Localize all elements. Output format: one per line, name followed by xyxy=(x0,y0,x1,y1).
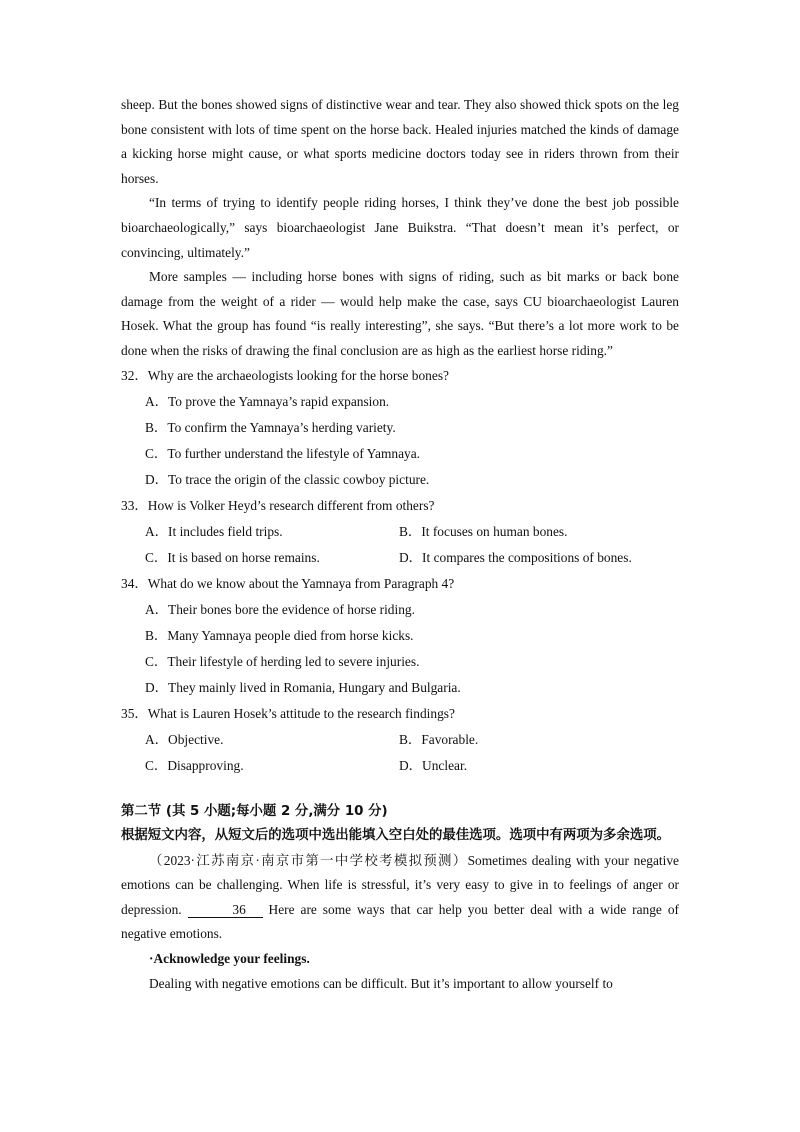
option: B．Many Yamnaya people died from horse kicks. xyxy=(145,627,414,643)
question-33 xyxy=(121,498,679,566)
passage-paragraph: “In terms of trying to identify people riding horses, I think they’ve done the best job possible bioarchaeologically,” says bioarchaeologist Jane Buikstra. “That doesn’t mean it’s perfect, or convincing, ultimately.” xyxy=(121,195,679,260)
subheading: ·Acknowledge your feelings. xyxy=(149,950,310,966)
section-intro xyxy=(121,849,679,947)
question-32 xyxy=(121,368,679,488)
question-stem: 35．What is Lauren Hosek’s attitude to the research findings? xyxy=(121,705,455,721)
blank-36: 36 xyxy=(188,903,263,918)
option: A．Objective. xyxy=(145,731,224,747)
source-note: （2023·江苏南京·南京市第一中学校考模拟预测） xyxy=(149,852,468,868)
option: C．It is based on horse remains. xyxy=(145,549,320,565)
option: C．Their lifestyle of herding led to severe injuries. xyxy=(145,653,420,669)
question-34 xyxy=(121,576,679,696)
intro-text: Here are some ways that car help you better deal with a wide range of negative emotions. xyxy=(121,901,679,942)
option: D．It compares the compositions of bones. xyxy=(399,549,632,565)
section-paragraph: Dealing with negative emotions can be difficult. But it’s important to allow yourself to xyxy=(149,975,613,991)
question-stem: 34．What do we know about the Yamnaya from Paragraph 4? xyxy=(121,575,455,591)
option: C．To further understand the lifestyle of Yamnaya. xyxy=(145,445,420,461)
option: A．To prove the Yamnaya’s rapid expansion. xyxy=(145,393,390,409)
option: A．Their bones bore the evidence of horse riding. xyxy=(145,601,415,617)
option: B．It focuses on human bones. xyxy=(399,523,568,539)
passage-paragraph: More samples — including horse bones with signs of riding, such as bit marks or back bone damage from the weight of a rider — would help make the case, says CU bioarchaeologist Lauren Hosek. What the group has found “is really interesting”, she says. “But there’s a lot more work to be done when the risks of drawing the final conclusion are as high as the earliest horse riding.” xyxy=(121,269,679,358)
intro-text: Sometimes dealing with your negative emotions can be challenging. When life is stressful, it’s very easy to give in to feelings of anger or depression. xyxy=(121,852,680,917)
section-title: 第二节 (其 5 小题;每小题 2 分,满分 10 分) xyxy=(121,803,388,819)
section-2 xyxy=(121,800,679,997)
option: C．Disapproving. xyxy=(145,757,244,773)
option: D．Unclear. xyxy=(399,757,468,773)
question-35 xyxy=(121,706,679,774)
question-stem: 33．How is Volker Heyd’s research different from others? xyxy=(121,497,435,513)
passage-paragraph: sheep. But the bones showed signs of distinctive wear and tear. They also showed thick spots on the leg bone consistent with lots of time spent on the horse back. Healed injuries matched the kinds of damage a kicking horse might cause, or what sports medicine doctors today see in riders thrown from their horses. xyxy=(121,97,679,186)
option: D．To trace the origin of the classic cowboy picture. xyxy=(145,471,430,487)
option: B．To confirm the Yamnaya’s herding variety. xyxy=(145,419,396,435)
option: B．Favorable. xyxy=(399,731,479,747)
exam-page xyxy=(121,93,679,996)
section-instruction: 根据短文内容，从短文后的选项中选出能填入空白处的最佳选项。选项中有两项为多余选项。 xyxy=(121,828,671,844)
option: A．It includes field trips. xyxy=(145,523,283,539)
question-stem: 32．Why are the archaeologists looking for the horse bones? xyxy=(121,367,449,383)
option: D．They mainly lived in Romania, Hungary and Bulgaria. xyxy=(145,679,461,695)
